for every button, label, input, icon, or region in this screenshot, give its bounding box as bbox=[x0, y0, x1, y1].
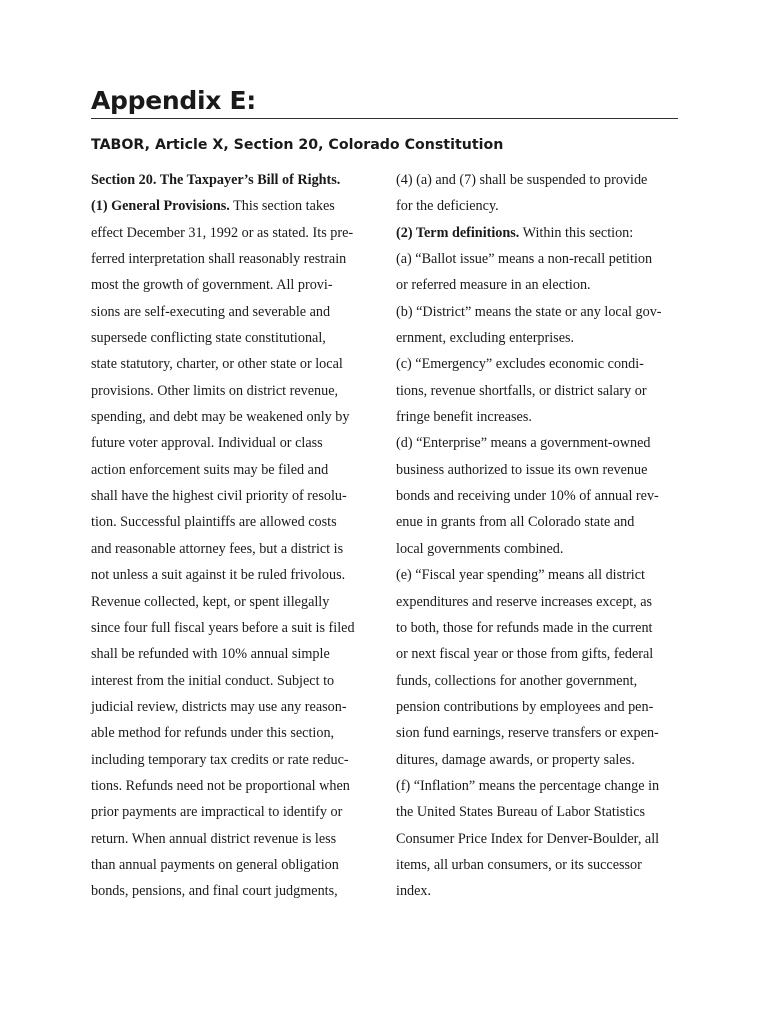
text-line bbox=[396, 641, 688, 667]
text-line bbox=[396, 351, 688, 377]
line-text: effect December 31, 1992 or as stated. Its pre- bbox=[91, 224, 354, 241]
line-text: (a) “Ballot issue” means a non-recall petition bbox=[396, 251, 653, 268]
line-bold-lead: (2) Term definitions. bbox=[396, 224, 520, 241]
text-line bbox=[396, 220, 688, 246]
line-text: bonds, pensions, and final court judgments, bbox=[91, 883, 338, 900]
text-line bbox=[91, 325, 391, 351]
text-line bbox=[396, 378, 688, 404]
text-line bbox=[91, 272, 391, 298]
line-text: spending, and debt may be weakened only by bbox=[91, 409, 350, 426]
line-text: business authorized to issue its own revenue bbox=[396, 461, 648, 478]
text-line bbox=[91, 747, 391, 773]
text-line bbox=[396, 246, 688, 272]
text-line bbox=[91, 852, 391, 878]
right-text-column bbox=[396, 167, 688, 905]
text-line bbox=[91, 430, 391, 456]
text-line bbox=[396, 167, 688, 193]
line-text: or next fiscal year or those from gifts, federal bbox=[396, 646, 654, 663]
text-line bbox=[396, 299, 688, 325]
line-text: tions. Refunds need not be proportional when bbox=[91, 777, 350, 794]
line-text: (4) (a) and (7) shall be suspended to provide bbox=[396, 172, 648, 188]
line-text: local governments combined. bbox=[396, 540, 564, 557]
line-text: This section takes bbox=[229, 198, 335, 215]
line-text: since four full fiscal years before a suit is filed bbox=[91, 619, 355, 636]
text-line bbox=[91, 509, 391, 535]
line-text: Revenue collected, kept, or spent illegally bbox=[91, 593, 330, 610]
text-line bbox=[91, 773, 391, 799]
text-line bbox=[91, 562, 391, 588]
text-line bbox=[396, 747, 688, 773]
line-text: shall have the highest civil priority of resolu- bbox=[91, 488, 347, 505]
line-text: bonds and receiving under 10% of annual rev- bbox=[396, 488, 659, 505]
text-line bbox=[396, 536, 688, 562]
line-text: items, all urban consumers, or its successor bbox=[396, 856, 642, 873]
line-text: action enforcement suits may be filed and bbox=[91, 461, 329, 478]
left-text-column bbox=[91, 167, 391, 905]
text-line bbox=[396, 509, 688, 535]
text-line bbox=[91, 826, 391, 852]
text-line bbox=[396, 272, 688, 298]
line-text: judicial review, districts may use any reason- bbox=[91, 698, 347, 715]
line-text: funds, collections for another government, bbox=[396, 672, 638, 689]
line-text: index. bbox=[396, 883, 432, 900]
text-line bbox=[396, 878, 688, 904]
text-line bbox=[91, 378, 391, 404]
line-text: tions, revenue shortfalls, or district salary or bbox=[396, 382, 647, 399]
text-line bbox=[91, 589, 391, 615]
text-line bbox=[396, 720, 688, 746]
line-text: tion. Successful plaintiffs are allowed costs bbox=[91, 514, 337, 531]
line-text: Within this section: bbox=[519, 224, 634, 241]
text-line bbox=[396, 773, 688, 799]
line-text: Consumer Price Index for Denver-Boulder, all bbox=[396, 830, 660, 847]
text-line bbox=[91, 457, 391, 483]
page-title: Appendix E: bbox=[91, 86, 256, 115]
text-line bbox=[396, 193, 688, 219]
line-text: fringe benefit increases. bbox=[396, 409, 532, 426]
title-divider bbox=[91, 118, 678, 119]
line-text: future voter approval. Individual or class bbox=[91, 435, 323, 452]
line-text: prior payments are impractical to identify or bbox=[91, 804, 343, 821]
line-text: pension contributions by employees and pen- bbox=[396, 698, 654, 715]
text-line bbox=[91, 299, 391, 325]
line-text: interest from the initial conduct. Subject to bbox=[91, 672, 335, 689]
line-text: enue in grants from all Colorado state and bbox=[396, 514, 635, 531]
text-line bbox=[396, 852, 688, 878]
line-bold-lead: Section 20. The Taxpayer’s Bill of Rights. bbox=[91, 172, 341, 188]
line-text: than annual payments on general obligation bbox=[91, 856, 339, 873]
text-line bbox=[91, 878, 391, 904]
text-line bbox=[396, 589, 688, 615]
line-text: to both, those for refunds made in the current bbox=[396, 619, 653, 636]
line-text: able method for refunds under this section, bbox=[91, 725, 335, 742]
text-line bbox=[396, 826, 688, 852]
line-text: expenditures and reserve increases except, as bbox=[396, 593, 653, 610]
line-text: most the growth of government. All provi- bbox=[91, 277, 333, 294]
text-line bbox=[91, 720, 391, 746]
text-line bbox=[91, 668, 391, 694]
text-line bbox=[396, 457, 688, 483]
line-text: ditures, damage awards, or property sales. bbox=[396, 751, 635, 768]
line-text: ernment, excluding enterprises. bbox=[396, 330, 575, 347]
line-text: sion fund earnings, reserve transfers or expen- bbox=[396, 725, 659, 742]
text-line bbox=[91, 167, 391, 193]
line-text: the United States Bureau of Labor Statistics bbox=[396, 804, 646, 821]
line-bold-lead: (1) General Provisions. bbox=[91, 198, 230, 215]
text-line bbox=[396, 799, 688, 825]
text-line bbox=[396, 404, 688, 430]
line-text: and reasonable attorney fees, but a district is bbox=[91, 540, 344, 557]
text-line bbox=[91, 536, 391, 562]
line-text: (f) “Inflation” means the percentage change in bbox=[396, 777, 660, 794]
line-text: state statutory, charter, or other state or local bbox=[91, 356, 343, 373]
text-line bbox=[91, 483, 391, 509]
line-text: (e) “Fiscal year spending” means all district bbox=[396, 567, 645, 584]
line-text: supersede conflicting state constitutional, bbox=[91, 330, 326, 347]
line-text: (b) “District” means the state or any local gov- bbox=[396, 303, 662, 320]
line-text: (c) “Emergency” excludes economic condi- bbox=[396, 356, 644, 373]
text-line bbox=[91, 404, 391, 430]
line-text: ferred interpretation shall reasonably restrain bbox=[91, 251, 347, 268]
text-line bbox=[91, 220, 391, 246]
text-line bbox=[396, 325, 688, 351]
text-line bbox=[396, 430, 688, 456]
line-text: not unless a suit against it be ruled frivolous. bbox=[91, 567, 346, 584]
text-line bbox=[396, 562, 688, 588]
text-line bbox=[91, 641, 391, 667]
line-text: for the deficiency. bbox=[396, 198, 499, 215]
line-text: shall be refunded with 10% annual simple bbox=[91, 646, 330, 663]
line-text: including temporary tax credits or rate reduc- bbox=[91, 751, 349, 768]
text-line bbox=[91, 694, 391, 720]
section-heading: TABOR, Article X, Section 20, Colorado Constitution bbox=[91, 137, 504, 153]
text-line bbox=[396, 483, 688, 509]
line-text: (d) “Enterprise” means a government-owned bbox=[396, 435, 651, 452]
text-line bbox=[91, 351, 391, 377]
line-text: or referred measure in an election. bbox=[396, 277, 591, 294]
text-line bbox=[396, 615, 688, 641]
text-line bbox=[396, 668, 688, 694]
line-text: return. When annual district revenue is less bbox=[91, 830, 337, 847]
text-line bbox=[91, 193, 391, 219]
text-line bbox=[396, 694, 688, 720]
line-text: provisions. Other limits on district revenue, bbox=[91, 382, 339, 399]
line-text: sions are self-executing and severable and bbox=[91, 303, 331, 320]
text-line bbox=[91, 799, 391, 825]
text-line bbox=[91, 615, 391, 641]
text-line bbox=[91, 246, 391, 272]
